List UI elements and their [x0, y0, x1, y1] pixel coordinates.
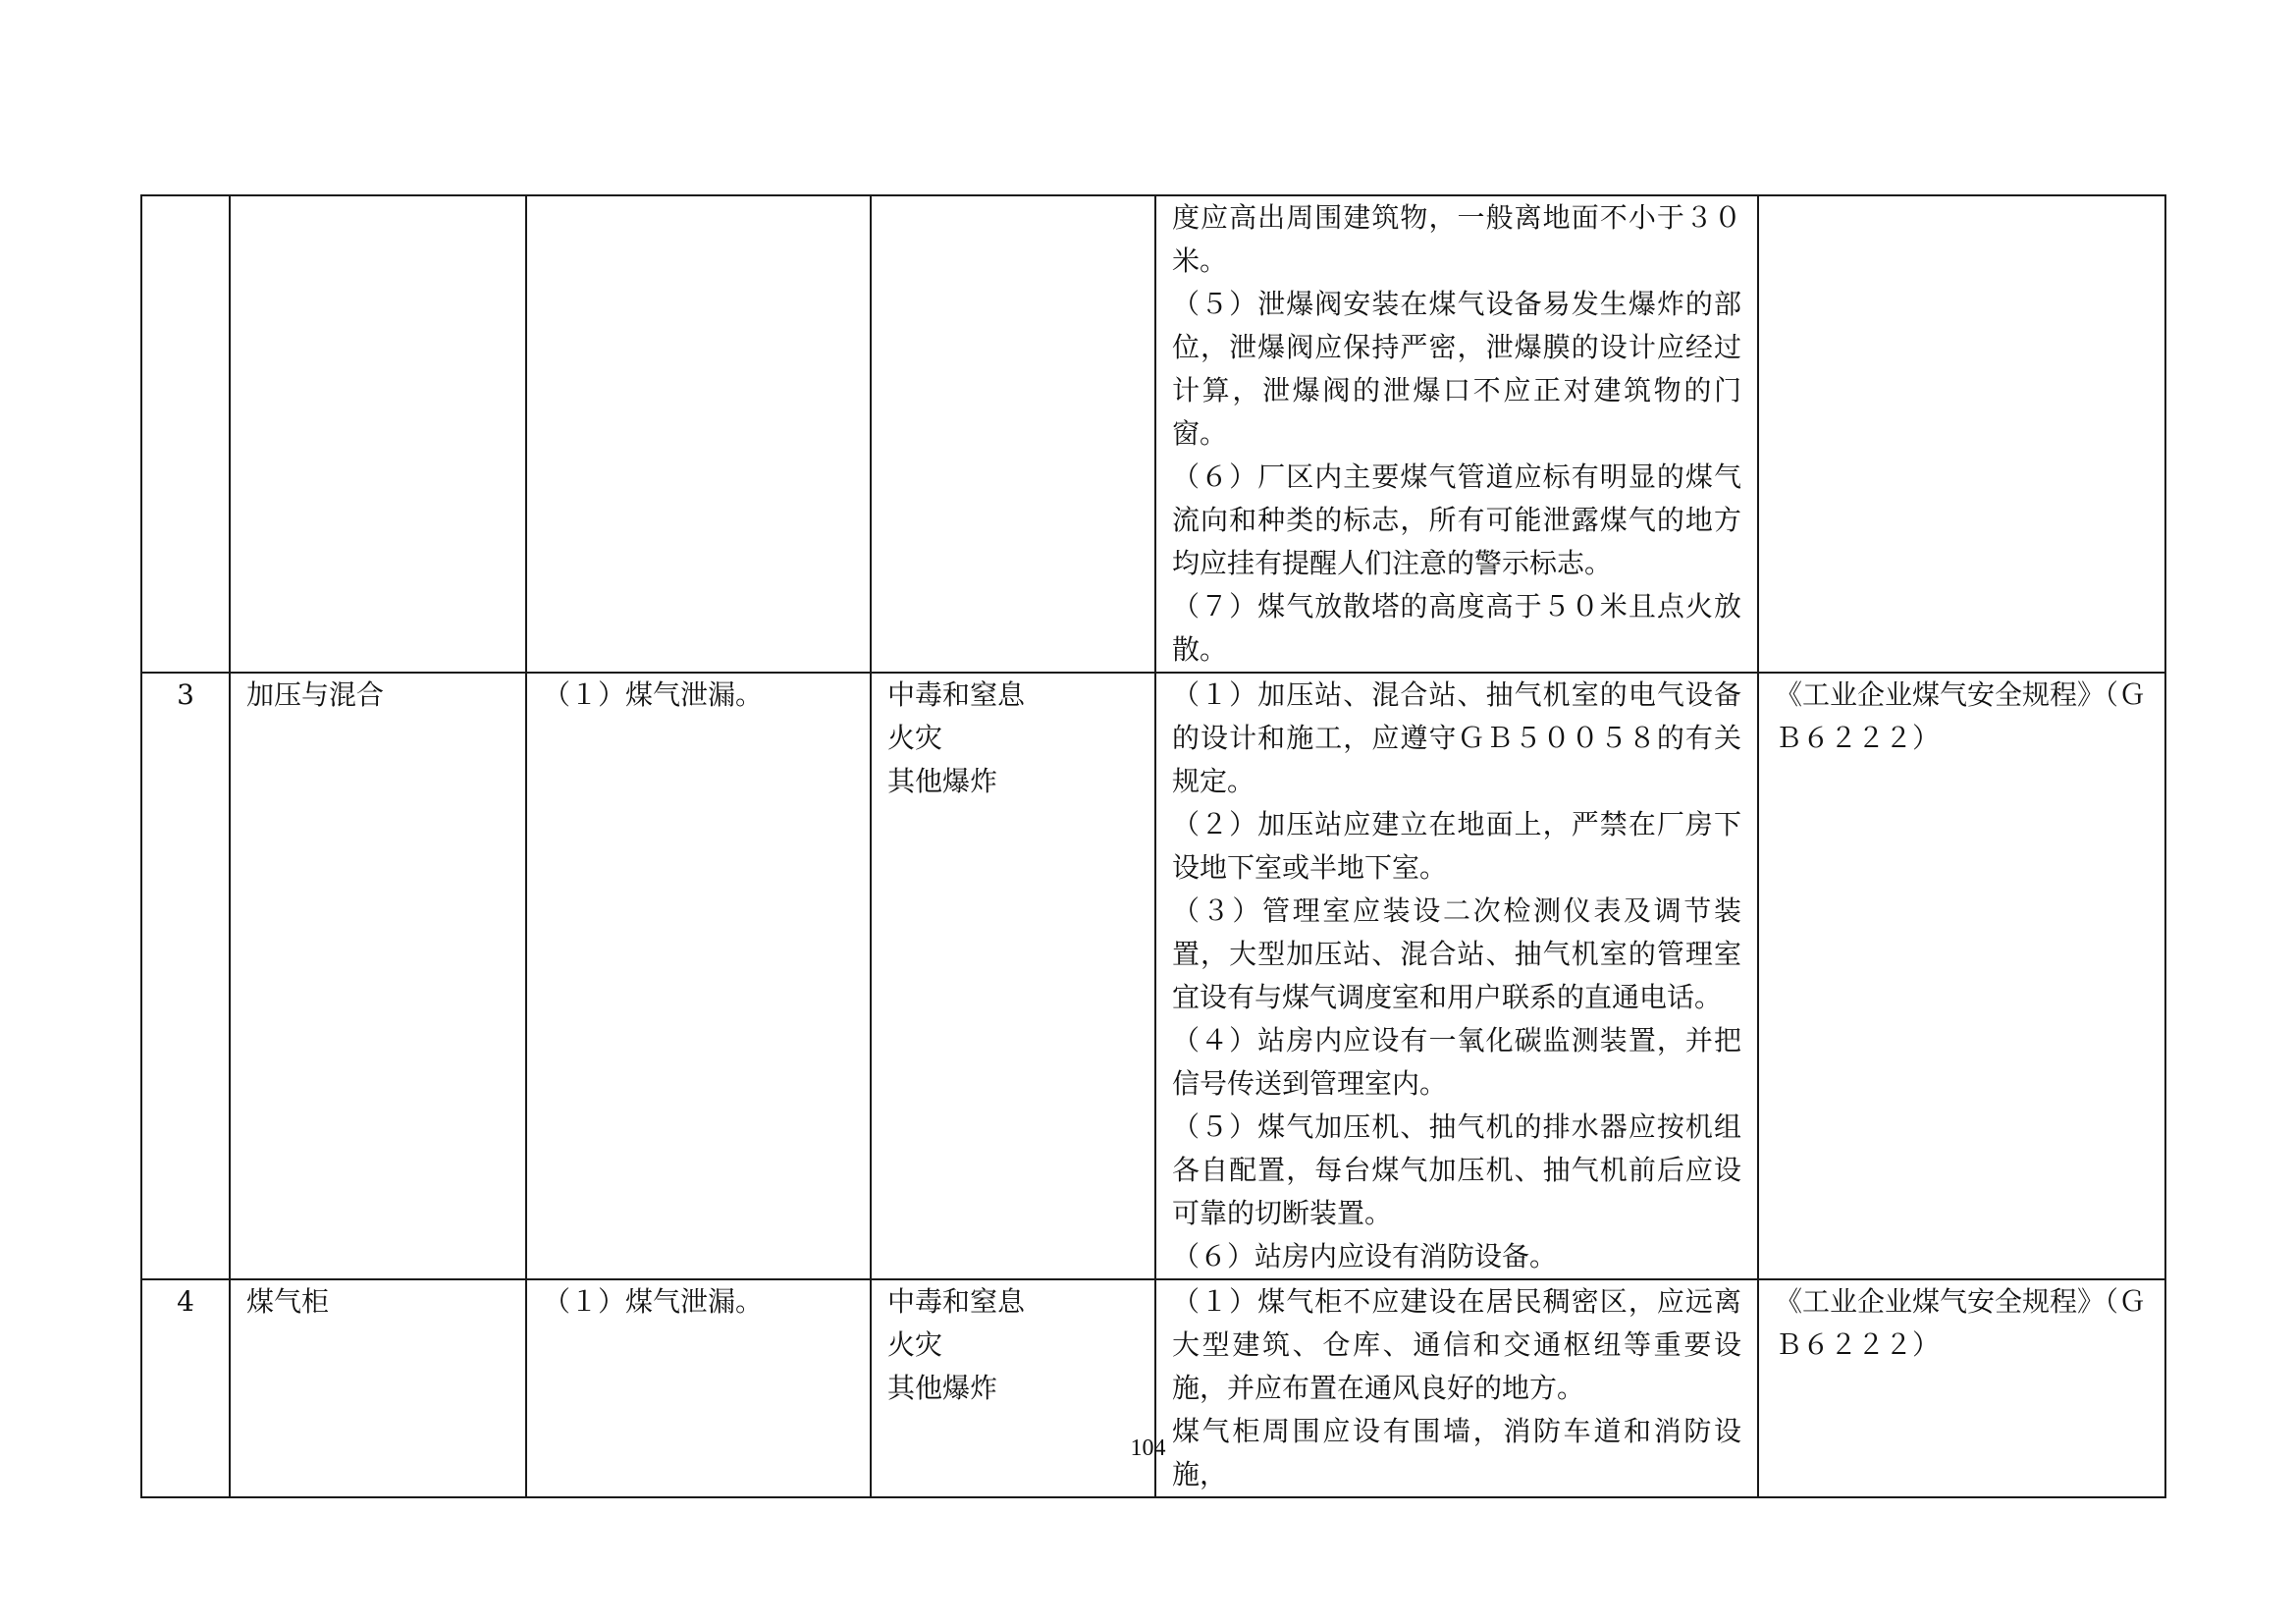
row-number-cell: 3: [141, 673, 230, 1279]
measure-item: 度应高出周围建筑物，一般离地面不小于３０米。: [1172, 201, 1741, 277]
measure-item: （５）泄爆阀安装在煤气设备易发生爆炸的部位，泄爆阀应保持严密，泄爆膜的设计应经过计算，泄爆阀的泄爆口不应正对建筑物的门窗。: [1172, 288, 1741, 450]
unit-name-cell: 煤气柜: [230, 1279, 526, 1497]
accident-type-cell: [871, 673, 1155, 1279]
measure-item: （７）煤气放散塔的高度高于５０米且点火放散。: [1172, 590, 1741, 666]
measure-item: （４）站房内应设有一氧化碳监测装置，并把信号传送到管理室内。: [1172, 1024, 1741, 1100]
hazard-cell: [526, 673, 871, 1279]
page-number: 104: [1130, 1435, 1166, 1461]
accident-type-cell: [871, 195, 1155, 673]
table-row: [141, 1279, 2165, 1497]
measures-cell: [1155, 195, 1758, 673]
measure-item: （１）加压站、混合站、抽气机室的电气设备的设计和施工，应遵守ＧＢ５００５８的有关规定。: [1172, 678, 1741, 797]
table-row: [141, 195, 2165, 673]
measure-item: （６）厂区内主要煤气管道应标有明显的煤气流向和种类的标志，所有可能泄露煤气的地方均应挂有提醒人们注意的警示标志。: [1172, 460, 1741, 579]
measure-item: （２）加压站应建立在地面上，严禁在厂房下设地下室或半地下室。: [1172, 808, 1741, 884]
basis-cell: 《工业企业煤气安全规程》（ＧＢ６２２２）: [1758, 673, 2165, 1279]
unit-name-cell: [230, 195, 526, 673]
unit-name-cell: 加压与混合: [230, 673, 526, 1279]
measure-item: 煤气柜周围应设有围墙，消防车道和消防设施，: [1172, 1415, 1741, 1490]
measure-item: （１）煤气柜不应建设在居民稠密区，应远离大型建筑、仓库、通信和交通枢纽等重要设施，并应布置在通风良好的地方。: [1172, 1285, 1741, 1404]
basis-cell: [1758, 195, 2165, 673]
accident-type-item: 火灾: [887, 722, 943, 754]
hazard-cell: [526, 195, 871, 673]
table-row: [141, 673, 2165, 1279]
accident-type-item: 火灾: [887, 1328, 943, 1361]
row-number-cell: [141, 195, 230, 673]
hazard-item: （１）煤气泄漏。: [543, 1285, 764, 1318]
accident-type-cell: [871, 1279, 1155, 1497]
measure-item: （５）煤气加压机、抽气机的排水器应按机组各自配置，每台煤气加压机、抽气机前后应设可靠的切断装置。: [1172, 1110, 1741, 1229]
accident-type-item: 中毒和窒息: [887, 678, 1026, 711]
accident-type-item: 其他爆炸: [887, 1372, 998, 1404]
measures-cell: [1155, 1279, 1758, 1497]
accident-type-item: 其他爆炸: [887, 765, 998, 797]
measure-item: （６）站房内应设有消防设备。: [1172, 1240, 1558, 1272]
hazard-cell: [526, 1279, 871, 1497]
measure-item: （３）管理室应装设二次检测仪表及调节装置，大型加压站、混合站、抽气机室的管理室宜设有与煤气调度室和用户联系的直通电话。: [1172, 894, 1741, 1013]
row-number-cell: 4: [141, 1279, 230, 1497]
measures-cell: [1155, 673, 1758, 1279]
accident-type-item: 中毒和窒息: [887, 1285, 1026, 1318]
hazard-item: （１）煤气泄漏。: [543, 678, 764, 711]
safety-measures-table: [140, 194, 2166, 1498]
basis-cell: 《工业企业煤气安全规程》（ＧＢ６２２２）: [1758, 1279, 2165, 1497]
